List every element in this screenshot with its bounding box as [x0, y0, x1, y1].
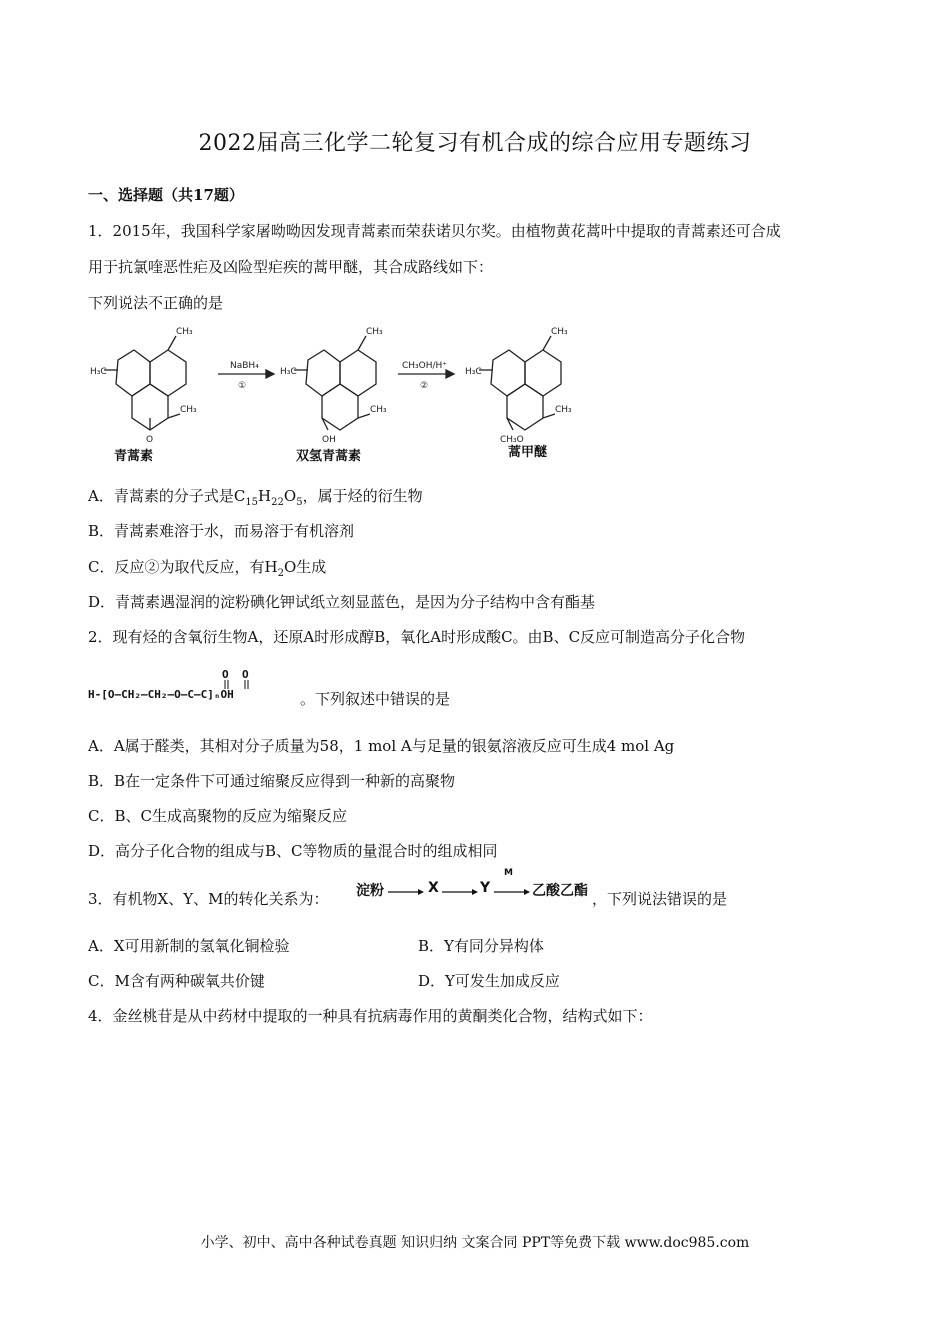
q2-polymer-formula: O O H-[O—CH₂—CH₂—O—C—C]ₙOH — [88, 668, 249, 701]
artemether-structure — [479, 336, 561, 430]
h3c-label-2: H₃C — [280, 367, 297, 377]
step-2: ② — [420, 381, 429, 391]
q3-option-b: B．Y有同分异构体 — [418, 937, 544, 955]
ch3-label-3b: CH₃ — [555, 405, 572, 415]
q2-option-c: C．B、C生成高聚物的反应为缩聚反应 — [88, 807, 347, 825]
q3-option-c: C．M含有两种碳氧共价键 — [88, 972, 265, 990]
h3c-label-3: H₃C — [465, 367, 482, 377]
q3-stem-pre: 3．有机物X、Y、M的转化关系为： — [88, 890, 329, 908]
q1-option-d: D．青蒿素遇湿润的淀粉碘化钾试纸立刻显蓝色，是因为分子结构中含有酯基 — [88, 593, 596, 611]
step-1: ① — [238, 381, 247, 391]
ch3-label-2: CH₃ — [366, 327, 383, 337]
section-heading: 一、选择题（共17题） — [88, 186, 244, 204]
oh-label: OH — [322, 435, 336, 445]
q1-option-a: A．青蒿素的分子式是$C_{15}H_{22}O_5$，属于烃的衍生物 — [88, 487, 423, 508]
q1-option-c: C．反应②为取代反应，有$H_2O$生成 — [88, 558, 327, 579]
ch3-label-2b: CH₃ — [370, 405, 387, 415]
compound-label-1: 青蒿素 — [114, 449, 154, 464]
q1-option-b: B．青蒿素难溶于水，而易溶于有机溶剂 — [88, 522, 355, 540]
q3-conversion-scheme: 淀粉 X Y M 乙酸乙酯 — [356, 868, 588, 899]
q2-stem-line2: 。下列叙述中错误的是 — [300, 690, 451, 708]
q3-stem-post: ，下列说法错误的是 — [592, 890, 728, 908]
h3c-label-1: H₃C — [90, 367, 107, 377]
dihydroartemisinin-structure — [294, 336, 376, 430]
compound-label-3: 蒿甲醚 — [508, 445, 548, 460]
page-title: 2022届高三化学二轮复习有机合成的综合应用专题练习 — [198, 131, 752, 156]
q4-stem-line1: 4．金丝桃苷是从中药材中提取的一种具有抗病毒作用的黄酮类化合物，结构式如下： — [88, 1007, 653, 1025]
compound-label-2: 双氢青蒿素 — [296, 449, 362, 464]
q3-option-d: D．Y可发生加成反应 — [418, 972, 560, 990]
q1-synthesis-scheme — [88, 322, 588, 470]
reagent-2: CH₃OH/H⁺ — [402, 361, 448, 371]
q1-stem-line3: 下列说法不正确的是 — [88, 294, 224, 312]
q1-stem-line2: 用于抗氯喹恶性疟及凶险型疟疾的蒿甲醚，其合成路线如下： — [88, 258, 494, 276]
ch3-label-1b: CH₃ — [180, 405, 197, 415]
och3-label: CH₃O — [500, 435, 524, 445]
page-footer: 小学、初中、高中各种试卷真题 知识归纳 文案合同 PPT等免费下载 www.doc985.com — [200, 1235, 750, 1251]
o-label-1: O — [146, 435, 154, 445]
ch3-label-1: CH₃ — [176, 327, 193, 337]
ch3-label-3: CH₃ — [551, 327, 568, 337]
q2-option-b: B．B在一定条件下可通过缩聚反应得到一种新的高聚物 — [88, 772, 456, 790]
reagent-1: NaBH₄ — [230, 361, 259, 371]
q2-option-a: A．A属于醛类，其相对分子质量为58，1 mol A与足量的银氨溶液反应可生成4 mol Ag — [88, 737, 675, 755]
q3-option-a: A．X可用新制的氢氧化铜检验 — [88, 937, 290, 955]
q2-option-d: D．高分子化合物的组成与B、C等物质的量混合时的组成相同 — [88, 842, 498, 860]
q1-stem-line1: 1．2015年，我国科学家屠呦呦因发现青蒿素而荣获诺贝尔奖。由植物黄花蒿叶中提取的青蒿素还可合成 — [88, 222, 781, 240]
artemisinin-structure — [104, 336, 186, 430]
q2-stem-line1: 2．现有烃的含氧衍生物A，还原A时形成醇B，氧化A时形成酸C。由B、C反应可制造高分子化合物 — [88, 628, 746, 646]
